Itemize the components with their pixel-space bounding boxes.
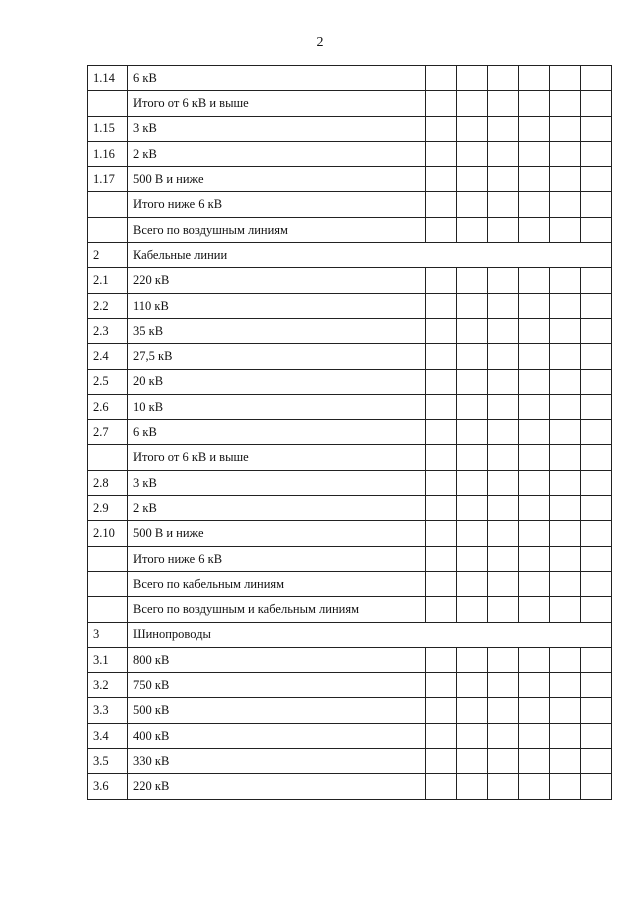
table-row [88,66,612,91]
value-cell [519,673,550,698]
value-cell [426,546,457,571]
value-cell [550,647,581,672]
value-cell [426,268,457,293]
value-cell [550,268,581,293]
value-cell [519,394,550,419]
value-cell [457,268,488,293]
value-cell [581,420,612,445]
value-cell [426,217,457,242]
row-number-cell: 3.5 [88,749,128,774]
value-cell [550,344,581,369]
row-number-cell: 3.4 [88,723,128,748]
value-cell [457,673,488,698]
row-name-cell: 220 кВ [128,268,426,293]
value-cell [519,192,550,217]
value-cell [550,91,581,116]
row-number-cell: 2.7 [88,420,128,445]
value-cell [426,597,457,622]
value-cell [581,698,612,723]
value-cell [581,749,612,774]
value-cell [488,571,519,596]
value-cell [457,571,488,596]
value-cell [488,344,519,369]
value-cell [457,521,488,546]
value-cell [581,774,612,799]
row-number-cell: 1.14 [88,66,128,91]
value-cell [550,318,581,343]
row-number-cell: 2 [88,243,128,268]
row-name-cell: Итого ниже 6 кВ [128,546,426,571]
row-name-cell: 110 кВ [128,293,426,318]
value-cell [550,66,581,91]
value-cell [488,268,519,293]
value-cell [581,192,612,217]
row-name-cell: 27,5 кВ [128,344,426,369]
row-number-cell: 2.5 [88,369,128,394]
row-name-cell: Итого ниже 6 кВ [128,192,426,217]
value-cell [550,141,581,166]
value-cell [550,470,581,495]
table-row [88,571,612,596]
row-number-cell: 1.16 [88,141,128,166]
value-cell [457,698,488,723]
table-row [88,116,612,141]
table-row [88,141,612,166]
value-cell [488,141,519,166]
row-name-cell: 3 кВ [128,470,426,495]
value-cell [550,774,581,799]
value-cell [550,673,581,698]
table-row [88,647,612,672]
row-name-cell: 20 кВ [128,369,426,394]
value-cell [581,344,612,369]
value-cell [550,749,581,774]
value-cell [426,167,457,192]
value-cell [519,369,550,394]
row-name-cell: 330 кВ [128,749,426,774]
table-row [88,293,612,318]
value-cell [457,496,488,521]
row-number-cell: 2.1 [88,268,128,293]
row-name-cell: 35 кВ [128,318,426,343]
value-cell [488,66,519,91]
value-cell [519,571,550,596]
value-cell [488,293,519,318]
value-cell [426,420,457,445]
value-cell [581,268,612,293]
value-cell [519,420,550,445]
value-cell [581,546,612,571]
row-number-cell: 2.10 [88,521,128,546]
table-body [88,66,612,800]
value-cell [488,369,519,394]
value-cell [488,217,519,242]
value-cell [457,470,488,495]
value-cell [519,141,550,166]
row-name-cell: 500 кВ [128,698,426,723]
value-cell [519,318,550,343]
value-cell [457,167,488,192]
value-cell [426,192,457,217]
row-name-cell: 500 В и ниже [128,521,426,546]
value-cell [519,597,550,622]
value-cell [519,521,550,546]
value-cell [457,91,488,116]
table-row [88,217,612,242]
value-cell [457,141,488,166]
value-cell [426,496,457,521]
value-cell [519,268,550,293]
value-cell [519,116,550,141]
value-cell [488,647,519,672]
row-number-cell: 2.2 [88,293,128,318]
row-number-cell [88,217,128,242]
row-name-cell: 2 кВ [128,496,426,521]
row-name-cell: 400 кВ [128,723,426,748]
value-cell [519,698,550,723]
value-cell [488,774,519,799]
value-cell [581,369,612,394]
row-name-cell: 3 кВ [128,116,426,141]
value-cell [581,496,612,521]
section-row [88,243,612,268]
value-cell [519,344,550,369]
value-cell [581,571,612,596]
row-name-cell: Всего по воздушным линиям [128,217,426,242]
row-name-cell: 500 В и ниже [128,167,426,192]
value-cell [550,369,581,394]
row-number-cell: 3.6 [88,774,128,799]
value-cell [488,496,519,521]
value-cell [550,293,581,318]
table-row [88,470,612,495]
value-cell [581,91,612,116]
value-cell [457,445,488,470]
row-number-cell: 1.17 [88,167,128,192]
value-cell [519,293,550,318]
row-name-cell: 800 кВ [128,647,426,672]
table-row [88,673,612,698]
value-cell [488,318,519,343]
row-number-cell [88,192,128,217]
value-cell [488,394,519,419]
value-cell [581,217,612,242]
row-name-cell: Всего по кабельным линиям [128,571,426,596]
value-cell [426,673,457,698]
row-number-cell [88,597,128,622]
row-name-cell: Кабельные линии [128,243,612,268]
row-name-cell: Всего по воздушным и кабельным линиям [128,597,426,622]
value-cell [457,597,488,622]
value-cell [519,66,550,91]
value-cell [457,344,488,369]
value-cell [457,420,488,445]
value-cell [488,470,519,495]
value-cell [488,167,519,192]
value-cell [426,293,457,318]
table-row [88,420,612,445]
row-name-cell: 220 кВ [128,774,426,799]
value-cell [519,546,550,571]
value-cell [581,116,612,141]
value-cell [581,673,612,698]
value-cell [488,116,519,141]
value-cell [457,217,488,242]
value-cell [426,521,457,546]
table-row [88,318,612,343]
value-cell [550,445,581,470]
table-row [88,597,612,622]
row-name-cell: 6 кВ [128,66,426,91]
value-cell [426,470,457,495]
value-cell [426,445,457,470]
value-cell [488,192,519,217]
value-cell [519,749,550,774]
value-cell [550,698,581,723]
value-cell [519,445,550,470]
row-number-cell: 3.1 [88,647,128,672]
table-row [88,723,612,748]
value-cell [457,318,488,343]
row-number-cell: 2.4 [88,344,128,369]
value-cell [519,647,550,672]
value-cell [519,470,550,495]
value-cell [426,91,457,116]
value-cell [488,597,519,622]
value-cell [581,470,612,495]
table-row [88,546,612,571]
row-number-cell: 2.8 [88,470,128,495]
row-number-cell: 3 [88,622,128,647]
table-row [88,192,612,217]
row-name-cell: Итого от 6 кВ и выше [128,445,426,470]
value-cell [550,546,581,571]
value-cell [581,723,612,748]
section-row [88,622,612,647]
value-cell [581,521,612,546]
value-cell [519,496,550,521]
table-row [88,445,612,470]
value-cell [457,546,488,571]
row-name-cell: Шинопроводы [128,622,612,647]
value-cell [488,420,519,445]
row-name-cell: Итого от 6 кВ и выше [128,91,426,116]
value-cell [457,66,488,91]
value-cell [426,698,457,723]
row-number-cell: 2.6 [88,394,128,419]
value-cell [550,420,581,445]
value-cell [581,167,612,192]
value-cell [457,192,488,217]
table-row [88,369,612,394]
value-cell [488,698,519,723]
table-row [88,344,612,369]
value-cell [519,167,550,192]
value-cell [519,91,550,116]
row-number-cell [88,91,128,116]
data-table [87,65,612,800]
row-number-cell [88,546,128,571]
value-cell [426,344,457,369]
value-cell [550,723,581,748]
value-cell [581,597,612,622]
row-name-cell: 750 кВ [128,673,426,698]
value-cell [550,597,581,622]
value-cell [426,723,457,748]
row-number-cell [88,571,128,596]
value-cell [426,318,457,343]
value-cell [581,66,612,91]
value-cell [488,445,519,470]
value-cell [426,141,457,166]
value-cell [581,293,612,318]
value-cell [581,394,612,419]
value-cell [581,445,612,470]
value-cell [457,647,488,672]
value-cell [488,749,519,774]
table-row [88,268,612,293]
table-row [88,774,612,799]
row-number-cell: 2.9 [88,496,128,521]
value-cell [519,774,550,799]
value-cell [488,91,519,116]
value-cell [426,66,457,91]
table-row [88,91,612,116]
page-number: 2 [316,35,324,50]
table-row [88,167,612,192]
row-number-cell: 2.3 [88,318,128,343]
value-cell [581,141,612,166]
value-cell [426,369,457,394]
value-cell [426,571,457,596]
value-cell [550,521,581,546]
row-name-cell: 6 кВ [128,420,426,445]
value-cell [550,496,581,521]
table-row [88,749,612,774]
value-cell [550,217,581,242]
value-cell [550,394,581,419]
value-cell [550,571,581,596]
value-cell [488,546,519,571]
value-cell [519,217,550,242]
value-cell [457,369,488,394]
value-cell [550,167,581,192]
row-number-cell [88,445,128,470]
row-name-cell: 10 кВ [128,394,426,419]
value-cell [426,647,457,672]
value-cell [457,749,488,774]
value-cell [519,723,550,748]
value-cell [581,647,612,672]
table-row [88,521,612,546]
table-row [88,496,612,521]
value-cell [488,673,519,698]
table-row [88,698,612,723]
value-cell [426,116,457,141]
value-cell [426,749,457,774]
value-cell [550,192,581,217]
value-cell [457,723,488,748]
value-cell [426,394,457,419]
value-cell [550,116,581,141]
value-cell [457,293,488,318]
value-cell [426,774,457,799]
value-cell [457,394,488,419]
table-row [88,394,612,419]
row-name-cell: 2 кВ [128,141,426,166]
value-cell [581,318,612,343]
value-cell [488,723,519,748]
row-number-cell: 1.15 [88,116,128,141]
row-number-cell: 3.3 [88,698,128,723]
value-cell [488,521,519,546]
value-cell [457,774,488,799]
value-cell [457,116,488,141]
row-number-cell: 3.2 [88,673,128,698]
